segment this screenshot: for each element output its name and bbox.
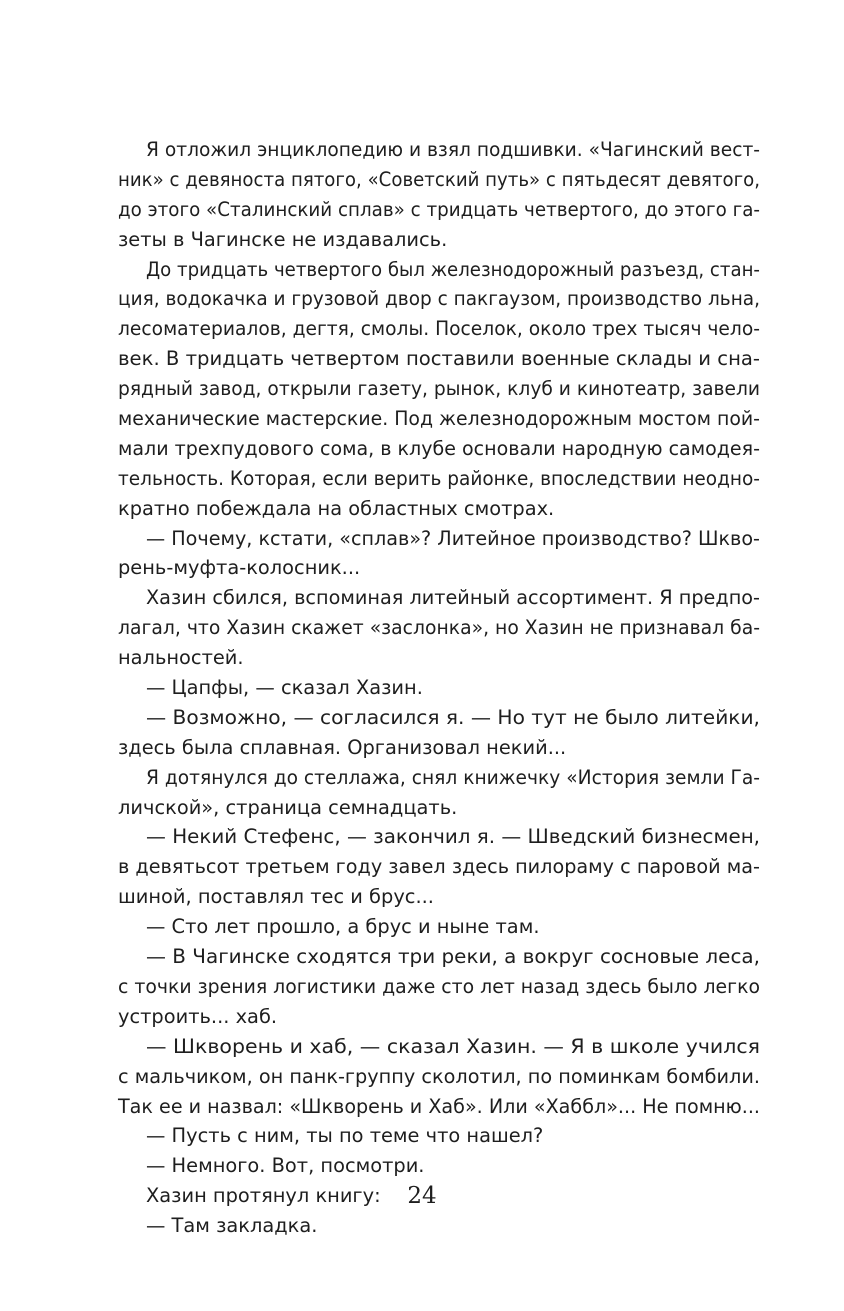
text-line-content: шиной, поставлял тес и брус... — [118, 885, 434, 909]
text-line — [118, 703, 760, 733]
text-line — [118, 255, 760, 285]
text-line-content: устроить... хаб. — [118, 1004, 278, 1028]
text-line-content: Хазин сбился, вспоминая литейный ассортимент. Я предпо- — [146, 586, 761, 610]
text-line-content: — Шкворень и хаб, — сказал Хазин. — Я в школе учился — [146, 1034, 760, 1058]
text-line-content: — Почему, кстати, «сплав»? Литейное производство? Шкво- — [146, 526, 760, 550]
text-line — [118, 1032, 760, 1062]
text-line — [118, 763, 760, 793]
text-line-content: в девятьсот третьем году завел здесь пилораму с паровой ма- — [118, 855, 760, 879]
text-line-content: здесь была сплавная. Организовал некий... — [118, 735, 567, 759]
text-line — [118, 912, 760, 942]
text-line-content: личской», страница семнадцать. — [118, 795, 458, 819]
text-line — [118, 404, 760, 434]
text-line — [118, 1121, 760, 1151]
text-line — [118, 344, 760, 374]
page-number: 24 — [407, 1183, 437, 1209]
text-line-content: тельность. Которая, если верить районке, впоследствии неодно- — [118, 466, 760, 490]
text-line — [118, 1062, 760, 1092]
text-line-content: — Немного. Вот, посмотри. — [146, 1154, 425, 1178]
text-line — [118, 643, 760, 673]
text-line — [118, 972, 760, 1002]
text-line-content: лесоматериалов, дегтя, смолы. Поселок, около трех тысяч чело- — [118, 317, 761, 341]
text-line-content: мали трехпудового сома, в клубе основали народную самодея- — [118, 436, 760, 460]
text-line — [118, 374, 760, 404]
text-line-content: с мальчиком, он панк-группу сколотил, по поминкам бомбили. — [118, 1064, 760, 1088]
text-line-content: Хазин протянул книгу: — [146, 1184, 381, 1208]
text-line-content: зеты в Чагинске не издавались. — [118, 227, 448, 251]
text-line-content: нальностей. — [118, 646, 244, 670]
text-line — [118, 852, 760, 882]
text-line — [118, 1211, 760, 1241]
text-line-content: — Сто лет прошло, а брус и ныне там. — [146, 915, 540, 939]
text-line-content: До тридцать четвертого был железнодорожный разъезд, стан- — [146, 257, 760, 281]
text-line — [118, 494, 760, 524]
text-line — [118, 942, 760, 972]
text-line — [118, 165, 760, 195]
text-line-content: лагал, что Хазин скажет «заслонка», но Хазин не признавал ба- — [118, 616, 761, 640]
text-line — [118, 225, 760, 255]
text-line-content: рень-муфта-колосник... — [118, 556, 361, 580]
text-line — [118, 135, 760, 165]
text-line — [118, 464, 760, 494]
text-line-content: Так ее и назвал: «Шкворень и Хаб». Или «Хаббл»... Не помню... — [118, 1094, 760, 1118]
text-line — [118, 673, 760, 703]
text-line-content: век. В тридцать четвертом поставили военные склады и сна- — [118, 347, 760, 371]
text-line — [118, 195, 760, 225]
text-line — [118, 822, 760, 852]
text-line — [118, 1092, 760, 1122]
text-line-content: Я отложил энциклопедию и взял подшивки. «Чагинский вест- — [146, 138, 761, 161]
text-line-content: кратно побеждала на областных смотрах. — [118, 496, 555, 520]
body-text — [118, 135, 760, 1241]
text-line — [118, 553, 760, 583]
text-line-content: с точки зрения логистики даже сто лет назад здесь было легко — [118, 974, 760, 998]
text-line — [118, 434, 760, 464]
text-line — [118, 613, 760, 643]
text-line-content: ция, водокачка и грузовой двор с пакгаузом, производство льна, — [118, 287, 760, 311]
text-line-content: — Там закладка. — [146, 1214, 318, 1238]
text-line-content: рядный завод, открыли газету, рынок, клуб и кинотеатр, завели — [118, 377, 761, 401]
text-line — [118, 524, 760, 554]
text-line-content: — Возможно, — согласился я. — Но тут не было литейки, — [146, 705, 760, 729]
text-line-content: ник» с девяноста пятого, «Советский путь» с пятьдесят девятого, — [118, 167, 761, 191]
text-line — [118, 1002, 760, 1032]
text-line — [118, 793, 760, 823]
text-line-content: — Цапфы, — сказал Хазин. — [146, 676, 423, 700]
text-line-content: механические мастерские. Под железнодорожным мостом пой- — [118, 407, 760, 431]
text-line — [118, 314, 760, 344]
text-line — [118, 583, 760, 613]
text-line-content: — Некий Стефенс, — закончил я. — Шведский бизнесмен, — [146, 825, 761, 849]
text-line — [118, 733, 760, 763]
text-line-content: — Пусть с ним, ты по теме что нашел? — [146, 1124, 544, 1148]
text-line — [118, 1151, 760, 1181]
text-line-content: Я дотянулся до стеллажа, снял книжечку «История земли Га- — [146, 765, 761, 789]
text-line-content: — В Чагинске сходятся три реки, а вокруг сосновые леса, — [146, 945, 760, 969]
text-line — [118, 882, 760, 912]
text-line-content: до этого «Сталинский сплав» с тридцать четвертого, до этого га- — [118, 197, 761, 221]
text-line — [118, 284, 760, 314]
